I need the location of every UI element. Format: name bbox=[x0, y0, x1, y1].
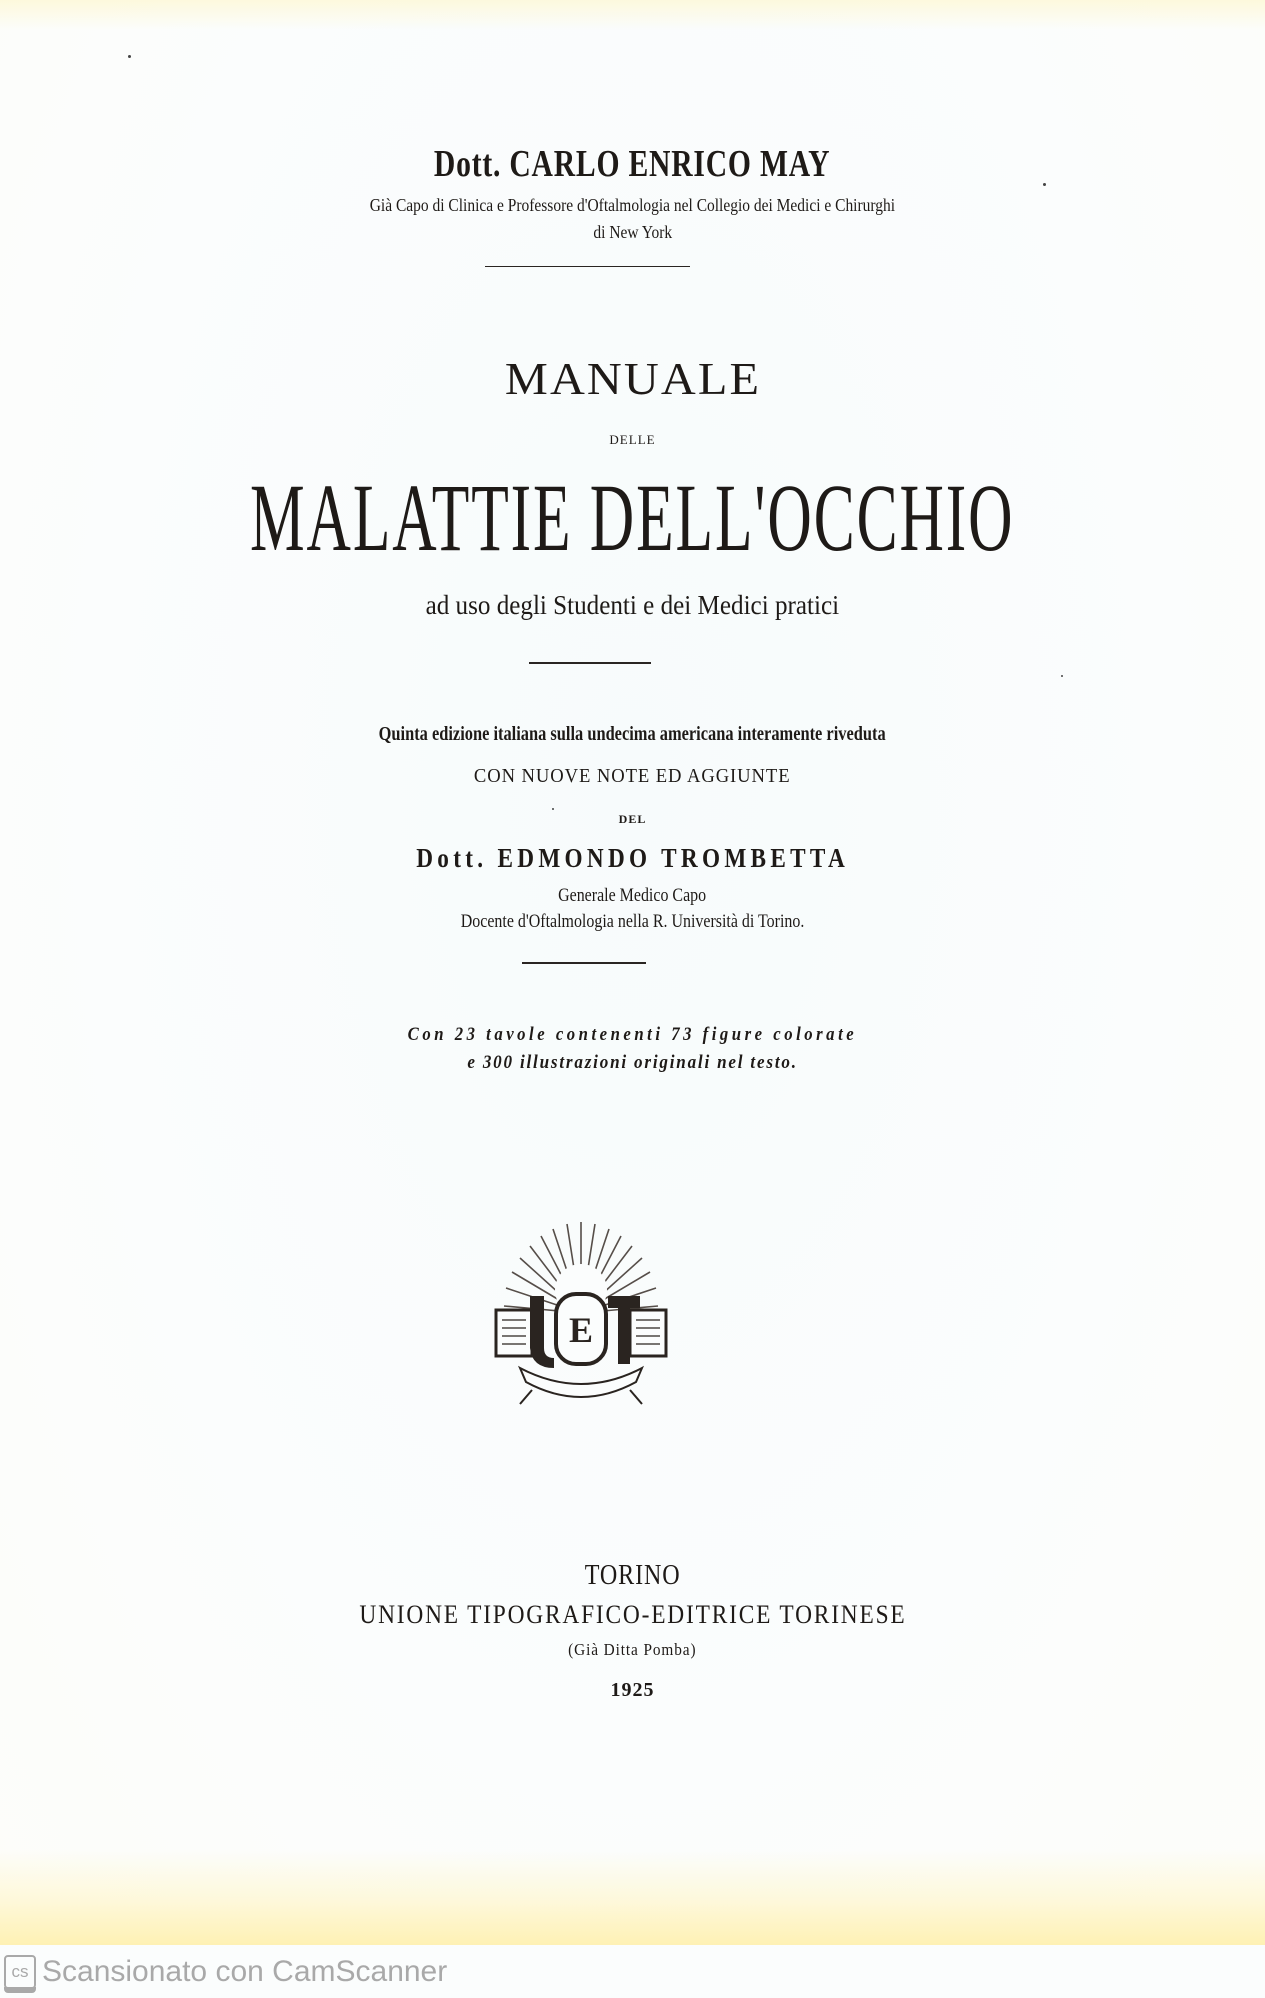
illustrations-text: e 300 illustrazioni originali nel testo. bbox=[467, 1052, 798, 1073]
imprint-publisher: UNIONE TIPOGRAFICO-EDITRICE TORINESE bbox=[358, 1600, 907, 1629]
imprint-former-name: (Già Ditta Pomba) bbox=[568, 1640, 697, 1659]
title-connector: DELLE bbox=[609, 432, 656, 447]
divider-rule bbox=[522, 962, 646, 964]
title-pre: MANUALE bbox=[504, 353, 761, 404]
editor-rank: Generale Medico Capo bbox=[558, 885, 707, 906]
divider-rule bbox=[529, 662, 651, 664]
paper-speck bbox=[1061, 675, 1063, 677]
svg-text:E: E bbox=[568, 1310, 594, 1350]
camscanner-logo-icon: cs bbox=[4, 1955, 36, 1989]
subtitle: ad uso degli Studenti e dei Medici pratici bbox=[425, 590, 840, 620]
publisher-emblem-icon bbox=[484, 1218, 678, 1408]
illustrations-plates: Con 23 tavole contenenti 73 figure colorate bbox=[407, 1024, 858, 1045]
editor-name: Dott. EDMONDO TROMBETTA bbox=[416, 843, 849, 873]
imprint-year: 1925 bbox=[610, 1679, 655, 1701]
author-affiliation: Già Capo di Clinica e Professore d'Oftalmologia nel Collegio dei Medici e Chirurghi bbox=[369, 195, 896, 215]
page-bottom-stain bbox=[0, 1850, 1265, 1945]
author-name: Dott. CARLO ENRICO MAY bbox=[434, 143, 831, 185]
main-title: MALATTIE DELL'OCCHIO bbox=[250, 464, 1015, 571]
imprint-city: TORINO bbox=[584, 1560, 681, 1591]
editor-position: Docente d'Oftalmologia nella R. Università di Torino. bbox=[460, 911, 805, 932]
edition-statement: Quinta edizione italiana sulla undecima americana interamente riveduta bbox=[378, 723, 887, 745]
paper-speck bbox=[552, 808, 554, 810]
paper-speck bbox=[128, 55, 131, 58]
camscanner-watermark bbox=[4, 1952, 447, 1992]
author-affiliation-city: di New York bbox=[593, 222, 672, 242]
divider-rule bbox=[485, 266, 690, 267]
watermark-text: Scansionato con CamScanner bbox=[42, 1955, 448, 1988]
editor-connector: DEL bbox=[618, 812, 647, 826]
edition-notes: CON NUOVE NOTE ED AGGIUNTE bbox=[474, 765, 791, 787]
page-edge-tint bbox=[0, 0, 1265, 30]
